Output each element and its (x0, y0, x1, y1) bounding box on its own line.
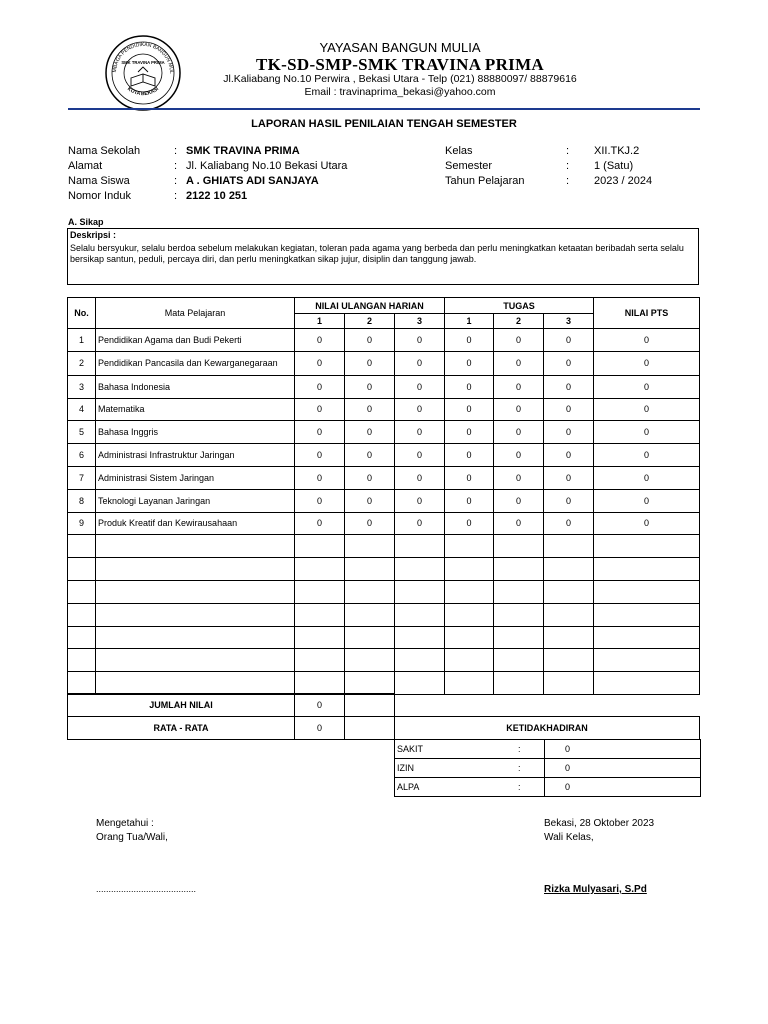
row-score-pts: 0 (594, 444, 700, 467)
row-no (68, 626, 96, 649)
row-subject (96, 649, 295, 672)
header-divider (68, 108, 700, 110)
row-score-t2 (494, 672, 544, 695)
row-score-t3: 0 (544, 329, 594, 352)
row-score-uh3: 0 (395, 398, 445, 421)
row-score-uh3 (395, 626, 445, 649)
sikap-description-box (67, 228, 699, 285)
info-colon: : (566, 175, 570, 187)
report-title: LAPORAN HASIL PENILAIAN TENGAH SEMESTER (251, 118, 517, 130)
table-row (68, 398, 700, 421)
row-score-t2 (494, 558, 544, 581)
row-score-uh3: 0 (395, 444, 445, 467)
row-subject: Produk Kreatif dan Kewirausahaan (96, 512, 295, 535)
info-label-address: Alamat (68, 160, 103, 172)
row-score-t1: 0 (445, 489, 494, 512)
row-score-t2 (494, 649, 544, 672)
row-score-uh2: 0 (345, 421, 395, 444)
row-subject: Bahasa Indonesia (96, 375, 295, 398)
info-value-year: 2023 / 2024 (594, 175, 653, 187)
rata-rata-blank (345, 717, 395, 740)
col-header-no: No. (68, 298, 96, 329)
row-score-t1 (445, 580, 494, 603)
row-score-pts: 0 (594, 351, 700, 375)
info-colon: : (174, 160, 178, 172)
row-score-uh1: 0 (295, 489, 345, 512)
table-row (68, 649, 700, 672)
row-score-uh3 (395, 603, 445, 626)
row-score-t1 (445, 672, 494, 695)
col-header-tugas: TUGAS (445, 298, 594, 314)
row-score-uh1: 0 (295, 421, 345, 444)
info-value-semester: 1 (Satu) (594, 160, 634, 172)
row-subject: Teknologi Layanan Jaringan (96, 489, 295, 512)
table-row (68, 444, 700, 467)
table-row (68, 603, 700, 626)
absence-colon: : (495, 740, 545, 759)
absence-label-sakit: SAKIT (395, 740, 495, 759)
info-label-semester: Semester (445, 160, 493, 172)
row-score-uh2 (345, 672, 395, 695)
row-score-t3 (544, 603, 594, 626)
logo-text-mid: SMK TRAVINA PRIMA (121, 60, 165, 65)
info-colon: : (174, 175, 178, 187)
info-value-class: XII.TKJ.2 (594, 145, 640, 157)
row-score-uh2: 0 (345, 512, 395, 535)
absence-value-izin: 0 (545, 759, 701, 778)
row-score-uh2 (345, 535, 395, 558)
row-no: 6 (68, 444, 96, 467)
row-score-uh2 (345, 626, 395, 649)
row-score-uh3: 0 (395, 375, 445, 398)
absence-table (394, 739, 701, 797)
grades-table (67, 297, 700, 695)
jumlah-nilai-blank (345, 694, 395, 717)
info-colon: : (566, 145, 570, 157)
school-title: TK-SD-SMP-SMK TRAVINA PRIMA (256, 55, 544, 74)
row-score-uh2: 0 (345, 351, 395, 375)
subheader-uh-1: 1 (295, 314, 345, 329)
row-subject: Bahasa Inggris (96, 421, 295, 444)
row-score-pts: 0 (594, 512, 700, 535)
row-score-pts: 0 (594, 489, 700, 512)
row-score-uh3: 0 (395, 351, 445, 375)
row-score-t2: 0 (494, 512, 544, 535)
row-score-uh2 (345, 603, 395, 626)
row-subject (96, 558, 295, 581)
row-score-t2: 0 (494, 375, 544, 398)
table-row (68, 535, 700, 558)
absence-value-alpa: 0 (545, 778, 701, 797)
row-score-t2: 0 (494, 466, 544, 489)
subheader-uh-2: 2 (345, 314, 395, 329)
sikap-section-title: A. Sikap (68, 217, 104, 227)
row-score-uh2 (345, 558, 395, 581)
row-score-t2 (494, 535, 544, 558)
table-row (68, 580, 700, 603)
row-score-uh1: 0 (295, 512, 345, 535)
row-score-t3: 0 (544, 512, 594, 535)
row-score-t2 (494, 603, 544, 626)
row-score-t3: 0 (544, 466, 594, 489)
row-score-uh3 (395, 535, 445, 558)
row-no: 9 (68, 512, 96, 535)
row-no: 3 (68, 375, 96, 398)
row-subject: Matematika (96, 398, 295, 421)
row-score-uh1: 0 (295, 375, 345, 398)
row-subject (96, 535, 295, 558)
row-score-uh2: 0 (345, 489, 395, 512)
row-score-uh3 (395, 672, 445, 695)
row-subject: Pendidikan Agama dan Budi Pekerti (96, 329, 295, 352)
subheader-uh-3: 3 (395, 314, 445, 329)
row-no: 8 (68, 489, 96, 512)
row-no (68, 603, 96, 626)
row-score-uh2 (345, 580, 395, 603)
row-score-t2: 0 (494, 398, 544, 421)
row-no (68, 558, 96, 581)
sikap-description-text: Selalu bersyukur, selalu berdoa sebelum melakukan kegiatan, toleran pada agama yang berbeda dan perlu meningkatkan ketaatan beribadah serta selalu bersikap santun, peduli, percaya diri, dan perlu meningkatkan sikap jujur, disiplin dan tanggung jawab. (70, 243, 684, 264)
sig-right-name: Rizka Mulyasari, S.Pd (544, 884, 647, 895)
row-score-t3 (544, 558, 594, 581)
row-score-t2 (494, 626, 544, 649)
table-row (68, 329, 700, 352)
row-score-t2 (494, 580, 544, 603)
row-score-uh3 (395, 649, 445, 672)
info-value-student: A . GHIATS ADI SANJAYA (186, 175, 319, 187)
row-no: 2 (68, 351, 96, 375)
info-value-address: Jl. Kaliabang No.10 Bekasi Utara (186, 160, 348, 172)
row-score-pts: 0 (594, 398, 700, 421)
info-colon: : (566, 160, 570, 172)
row-no (68, 672, 96, 695)
row-subject: Administrasi Infrastruktur Jaringan (96, 444, 295, 467)
row-score-uh1: 0 (295, 466, 345, 489)
row-score-t3: 0 (544, 351, 594, 375)
info-label-id: Nomor Induk (68, 190, 131, 202)
row-score-t3 (544, 535, 594, 558)
info-value-id: 2122 10 251 (186, 190, 248, 202)
row-score-t1: 0 (445, 351, 494, 375)
row-score-pts: 0 (594, 466, 700, 489)
row-score-uh3: 0 (395, 489, 445, 512)
table-row (68, 351, 700, 375)
row-score-pts: 0 (594, 329, 700, 352)
absence-value-sakit: 0 (545, 740, 701, 759)
subheader-tugas-3: 3 (544, 314, 594, 329)
row-score-t3: 0 (544, 375, 594, 398)
table-row (68, 558, 700, 581)
sig-right-role: Wali Kelas, (544, 832, 594, 843)
rata-rata-value: 0 (295, 717, 345, 740)
row-no: 5 (68, 421, 96, 444)
row-score-t1: 0 (445, 375, 494, 398)
sig-right-date: Bekasi, 28 Oktober 2023 (544, 818, 655, 829)
row-score-uh1: 0 (295, 444, 345, 467)
row-score-pts (594, 535, 700, 558)
row-score-t1 (445, 603, 494, 626)
row-subject: Pendidikan Pancasila dan Kewarganegaraan (96, 351, 295, 375)
subheader-tugas-2: 2 (494, 314, 544, 329)
row-score-uh2: 0 (345, 329, 395, 352)
sig-left-line1: Mengetahui : (96, 818, 154, 829)
row-subject (96, 580, 295, 603)
row-score-t1: 0 (445, 421, 494, 444)
summary-spacer (395, 694, 700, 717)
row-subject (96, 626, 295, 649)
row-score-uh3: 0 (395, 421, 445, 444)
sig-left-line2: Orang Tua/Wali, (96, 832, 168, 843)
row-score-t3 (544, 649, 594, 672)
row-score-t3: 0 (544, 489, 594, 512)
row-score-t1: 0 (445, 398, 494, 421)
row-no: 4 (68, 398, 96, 421)
info-colon: : (174, 145, 178, 157)
rata-rata-label: RATA - RATA (68, 717, 295, 740)
row-subject (96, 672, 295, 695)
row-score-uh2 (345, 649, 395, 672)
row-no: 7 (68, 466, 96, 489)
row-score-t3 (544, 580, 594, 603)
school-address: Jl.Kaliabang No.10 Perwira , Bekasi Utara - Telp (021) 88880097/ 88879616 (223, 73, 577, 85)
row-score-uh2: 0 (345, 375, 395, 398)
info-value-school: SMK TRAVINA PRIMA (186, 145, 300, 157)
table-row (68, 626, 700, 649)
absence-colon: : (495, 778, 545, 797)
table-row (68, 375, 700, 398)
row-score-t1 (445, 535, 494, 558)
row-score-pts (594, 580, 700, 603)
row-score-t2: 0 (494, 351, 544, 375)
info-label-year: Tahun Pelajaran (445, 175, 525, 187)
row-score-t2: 0 (494, 421, 544, 444)
row-score-uh3: 0 (395, 512, 445, 535)
row-score-t3 (544, 672, 594, 695)
row-score-t1 (445, 558, 494, 581)
row-score-uh1: 0 (295, 329, 345, 352)
row-score-pts (594, 649, 700, 672)
row-score-pts (594, 626, 700, 649)
row-score-t1: 0 (445, 466, 494, 489)
row-score-uh3: 0 (395, 466, 445, 489)
school-email: Email : travinaprima_bekasi@yahoo.com (304, 86, 496, 98)
info-label-school: Nama Sekolah (68, 145, 141, 157)
row-score-uh1 (295, 558, 345, 581)
row-score-pts (594, 558, 700, 581)
row-score-t1 (445, 626, 494, 649)
absence-label-alpa: ALPA (395, 778, 495, 797)
logo-text-bottom: KOTA BEKASI (126, 86, 160, 98)
foundation-name: YAYASAN BANGUN MULIA (319, 40, 481, 55)
col-header-pts: NILAI PTS (594, 298, 700, 329)
info-label-class: Kelas (445, 145, 473, 157)
row-score-uh1 (295, 626, 345, 649)
logo-text-top: MBAGA PENDIDIKAN BANGUN MUL (111, 41, 175, 74)
row-score-uh3 (395, 580, 445, 603)
row-score-uh3: 0 (395, 329, 445, 352)
row-no: 1 (68, 329, 96, 352)
row-score-t1 (445, 649, 494, 672)
row-no (68, 580, 96, 603)
table-row (68, 489, 700, 512)
info-colon: : (174, 190, 178, 202)
row-score-t2: 0 (494, 489, 544, 512)
absence-label-izin: IZIN (395, 759, 495, 778)
row-score-uh2: 0 (345, 444, 395, 467)
row-score-uh1 (295, 672, 345, 695)
ketidakhadiran-header: KETIDAKHADIRAN (395, 717, 700, 740)
table-row (68, 466, 700, 489)
table-row (68, 421, 700, 444)
summary-table (67, 693, 700, 740)
row-score-t2: 0 (494, 444, 544, 467)
sig-left-dots: ........................................ (96, 884, 197, 894)
row-score-uh2: 0 (345, 466, 395, 489)
row-score-uh1: 0 (295, 398, 345, 421)
row-score-uh1 (295, 580, 345, 603)
row-score-uh1: 0 (295, 351, 345, 375)
row-subject (96, 603, 295, 626)
row-score-pts (594, 672, 700, 695)
row-score-t3: 0 (544, 421, 594, 444)
table-row (68, 672, 700, 695)
row-score-uh1 (295, 603, 345, 626)
col-header-subject: Mata Pelajaran (96, 298, 295, 329)
jumlah-nilai-value: 0 (295, 694, 345, 717)
row-score-t3: 0 (544, 444, 594, 467)
absence-colon: : (495, 759, 545, 778)
info-label-student: Nama Siswa (68, 175, 130, 187)
row-score-pts: 0 (594, 421, 700, 444)
row-score-t1: 0 (445, 512, 494, 535)
row-score-uh1 (295, 649, 345, 672)
row-score-t3: 0 (544, 398, 594, 421)
row-score-t3 (544, 626, 594, 649)
subheader-tugas-1: 1 (445, 314, 494, 329)
row-score-pts (594, 603, 700, 626)
row-subject: Administrasi Sistem Jaringan (96, 466, 295, 489)
row-score-uh3 (395, 558, 445, 581)
row-no (68, 535, 96, 558)
sikap-description-heading: Deskripsi : (70, 230, 117, 240)
row-score-t1: 0 (445, 329, 494, 352)
jumlah-nilai-label: JUMLAH NILAI (68, 694, 295, 717)
row-score-uh2: 0 (345, 398, 395, 421)
row-score-pts: 0 (594, 375, 700, 398)
row-score-t2: 0 (494, 329, 544, 352)
row-no (68, 649, 96, 672)
table-row (68, 512, 700, 535)
col-header-uh: NILAI ULANGAN HARIAN (295, 298, 445, 314)
row-score-uh1 (295, 535, 345, 558)
row-score-t1: 0 (445, 444, 494, 467)
